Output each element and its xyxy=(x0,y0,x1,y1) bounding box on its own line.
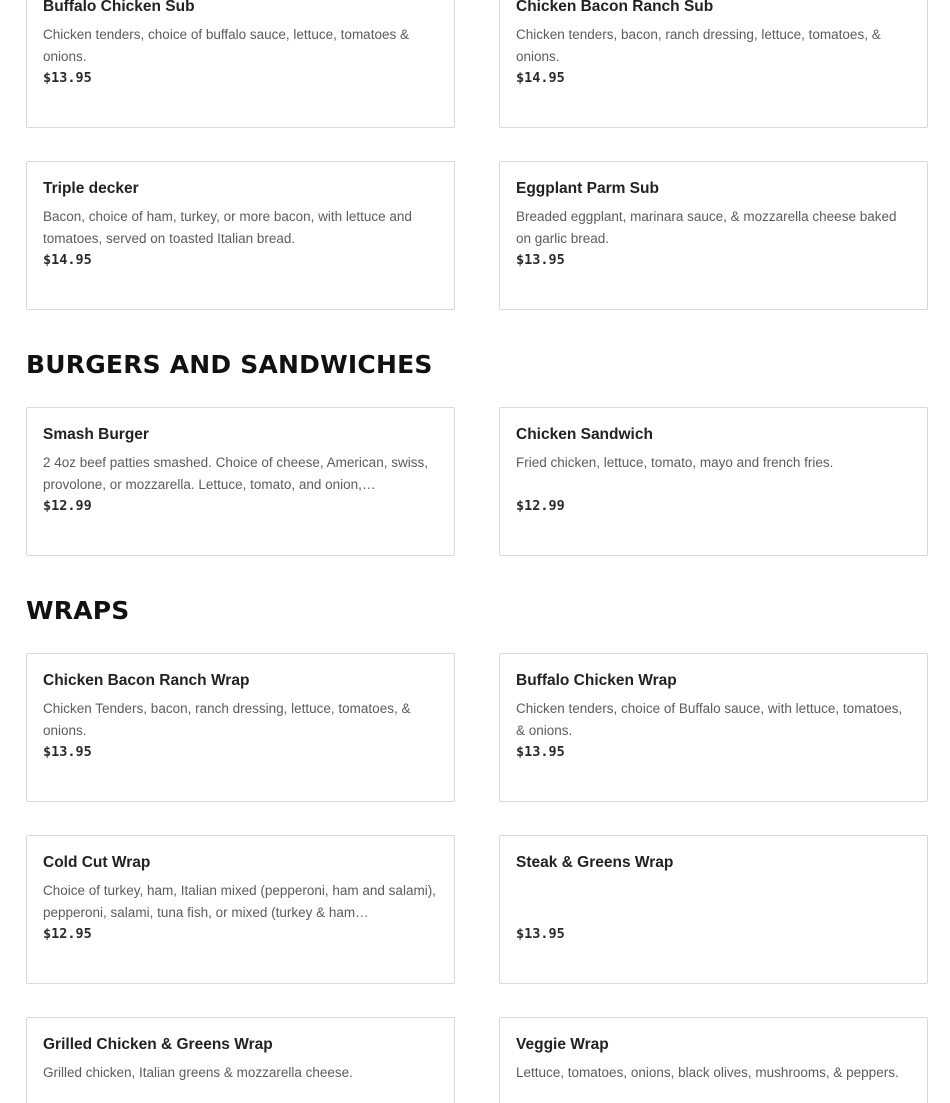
menu-item-card[interactable] xyxy=(26,407,455,556)
menu-item-price: $12.99 xyxy=(516,498,565,514)
menu-item-description: Choice of turkey, ham, Italian mixed (pepperoni, ham and salami), pepperoni, salami, tuna fish, or mixed (turkey & ham… xyxy=(43,883,436,920)
menu-item-name: Buffalo Chicken Wrap xyxy=(516,672,677,689)
menu-item-name: Chicken Sandwich xyxy=(516,426,653,443)
menu-item-name: Chicken Bacon Ranch Wrap xyxy=(43,672,250,689)
menu-item-description: Chicken Tenders, bacon, ranch dressing, lettuce, tomatoes, & onions. xyxy=(43,701,411,738)
menu-item-card[interactable] xyxy=(499,0,928,128)
section-heading-wraps: WRAPS xyxy=(26,596,130,625)
menu-item-price: $13.95 xyxy=(43,70,92,86)
menu-item-name: Chicken Bacon Ranch Sub xyxy=(516,0,714,15)
menu-item-card[interactable] xyxy=(499,835,928,984)
menu-item-description: Lettuce, tomatoes, onions, black olives, mushrooms, & peppers. xyxy=(516,1065,899,1080)
menu-item-name: Veggie Wrap xyxy=(516,1036,609,1053)
menu-item-card[interactable] xyxy=(26,0,455,128)
menu-item-price: $12.95 xyxy=(43,926,92,942)
menu-item-card[interactable] xyxy=(499,1017,928,1103)
menu-item-description: Bacon, choice of ham, turkey, or more bacon, with lettuce and tomatoes, served on toasted Italian bread. xyxy=(43,209,412,246)
menu-item-description: Chicken tenders, choice of Buffalo sauce, with lettuce, tomatoes, & onions. xyxy=(516,701,903,738)
menu-item-price: $14.95 xyxy=(516,70,565,86)
section-heading-burgers: BURGERS AND SANDWICHES xyxy=(26,350,433,379)
menu-item-name: Eggplant Parm Sub xyxy=(516,180,659,197)
menu-item-name: Smash Burger xyxy=(43,426,149,443)
menu-item-card[interactable] xyxy=(26,161,455,310)
menu-item-name: Cold Cut Wrap xyxy=(43,854,151,871)
menu-item-description: Chicken tenders, choice of buffalo sauce, lettuce, tomatoes & onions. xyxy=(43,27,409,64)
menu-item-card[interactable] xyxy=(499,653,928,802)
menu-item-description: Chicken tenders, bacon, ranch dressing, lettuce, tomatoes, & onions. xyxy=(516,27,881,64)
menu-item-card[interactable] xyxy=(26,653,455,802)
menu-item-card[interactable] xyxy=(499,161,928,310)
menu-item-name: Steak & Greens Wrap xyxy=(516,854,674,871)
menu-item-name: Buffalo Chicken Sub xyxy=(43,0,195,15)
menu-item-price: $14.95 xyxy=(43,252,92,268)
menu-item-price: $13.95 xyxy=(516,252,565,268)
menu-item-name: Grilled Chicken & Greens Wrap xyxy=(43,1036,273,1053)
menu-item-description: Fried chicken, lettuce, tomato, mayo and french fries. xyxy=(516,455,834,470)
menu-item-price: $13.95 xyxy=(516,744,565,760)
menu-item-name: Triple decker xyxy=(43,180,139,197)
menu-item-price: $13.95 xyxy=(516,926,565,942)
menu-item-card[interactable] xyxy=(499,407,928,556)
menu-item-card[interactable] xyxy=(26,1017,455,1103)
menu-item-description: 2 4oz beef patties smashed. Choice of cheese, American, swiss, provolone, or mozzarella. Lettuce, tomato, and onion,… xyxy=(43,455,428,492)
menu-item-price: $12.99 xyxy=(43,498,92,514)
menu-item-description: Breaded eggplant, marinara sauce, & mozzarella cheese baked on garlic bread. xyxy=(516,209,897,246)
menu-item-description: Grilled chicken, Italian greens & mozzarella cheese. xyxy=(43,1065,353,1080)
menu-item-price: $13.95 xyxy=(43,744,92,760)
menu-item-card[interactable] xyxy=(26,835,455,984)
